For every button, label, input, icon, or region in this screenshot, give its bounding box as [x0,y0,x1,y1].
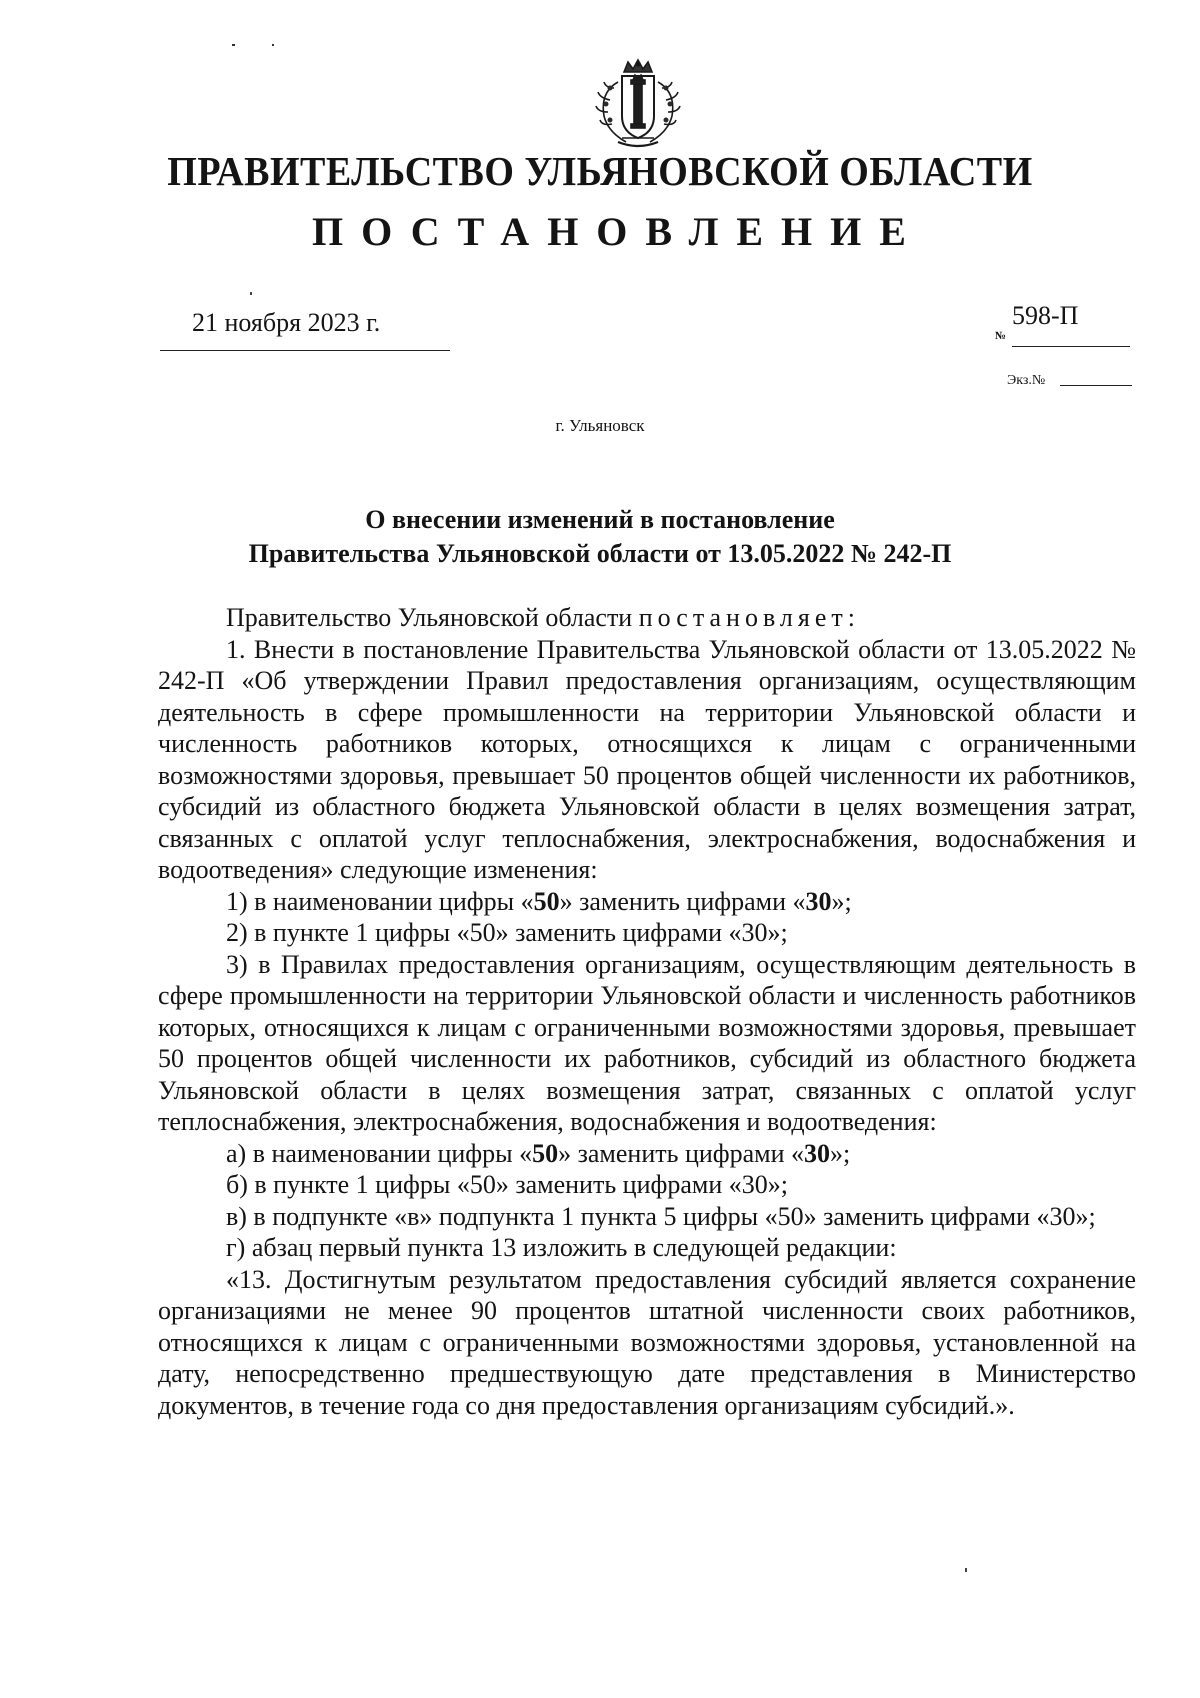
subject-line-2: Правительства Ульяновской области от 13.05.2022 № 242-П [248,539,952,568]
document-number: 598-П [1012,301,1079,330]
scan-speck [965,1568,967,1572]
subitem-g: г) абзац первый пункта 13 изложить в следующей редакции: [226,1233,897,1262]
decree-verb: постановляет [638,603,848,632]
document-type-heading: ПОСТАНОВЛЕНИЕ [312,209,924,254]
date-underline [160,350,450,351]
copy-number-label: Экз.№ [1007,373,1046,388]
number-label: № [995,330,1007,342]
document-date: 21 ноября 2023 г. [192,308,381,337]
intro-paragraph: Правительство Ульяновской области постановляет: [226,603,855,632]
subitem-b: б) в пункте 1 цифры «50» заменить цифрами «30»; [226,1170,788,1199]
coat-of-arms-emblem [588,58,688,150]
subitem-v: в) в подпункте «в» подпункта 1 пункта 5 цифры «50» заменить цифрами «30»; [226,1201,1096,1231]
paragraph-1: 1. Внести в постановление Правительства Ульяновской области от 13.05.2022 № 242-П «Об утверждении Правил предоставления организациям, осуществляющим деятельность в сфере промышленности на территории Ульяновской области и численность работников которых, относящихся к лицам с ограниченными возможностями здоровья, превышает 50 процентов общей численности их работников, субсидий из областного бюджета Ульяновской области в целях возмещения затрат, связанных с оплатой услуг теплоснабжения, электроснабжения, водоснабжения и водоотведения» следующие изменения: [158,634,1136,884]
item-2: 2) в пункте 1 цифры «50» заменить цифрами «30»; [226,918,788,947]
government-title: ПРАВИТЕЛЬСТВО УЛЬЯНОВСКОЙ ОБЛАСТИ [167,149,1033,195]
scan-speck [232,44,235,46]
subitem-a: а) в наименовании цифры «50» заменить цифрами «30»; [226,1138,851,1168]
quoted-paragraph-13: «13. Достигнутым результатом предоставления субсидий является сохранение организациями не менее 90 процентов штатной численности своих работников, относящихся к лицам с ограниченными возможностями здоровья, установленной на дату, непосредственно предшествующую дате представления в Министерство документов, в течение года со дня предоставления организациям субсидий.». [158,1264,1136,1420]
subject-line-1: О внесении изменений в постановление [365,505,835,534]
number-underline [1012,346,1130,347]
copy-number-underline [1060,385,1132,386]
scan-speck [250,292,252,295]
item-3: 3) в Правилах предоставления организациям, осуществляющим деятельность в сфере промышленности на территории Ульяновской области и численность работников которых, относящихся к лицам с ограниченными возможностями здоровья, превышает 50 процентов общей численности их работников, субсидий из областного бюджета Ульяновской области в целях возмещения затрат, связанных с оплатой услуг теплоснабжения, электроснабжения, водоснабжения и водоотведения: [158,949,1136,1136]
item-1: 1) в наименовании цифры «50» заменить цифрами «30»; [226,886,852,916]
city-name: г. Ульяновск [555,416,645,435]
document-body [158,602,1136,1421]
document-subject [200,503,1000,571]
scan-speck [272,44,274,46]
